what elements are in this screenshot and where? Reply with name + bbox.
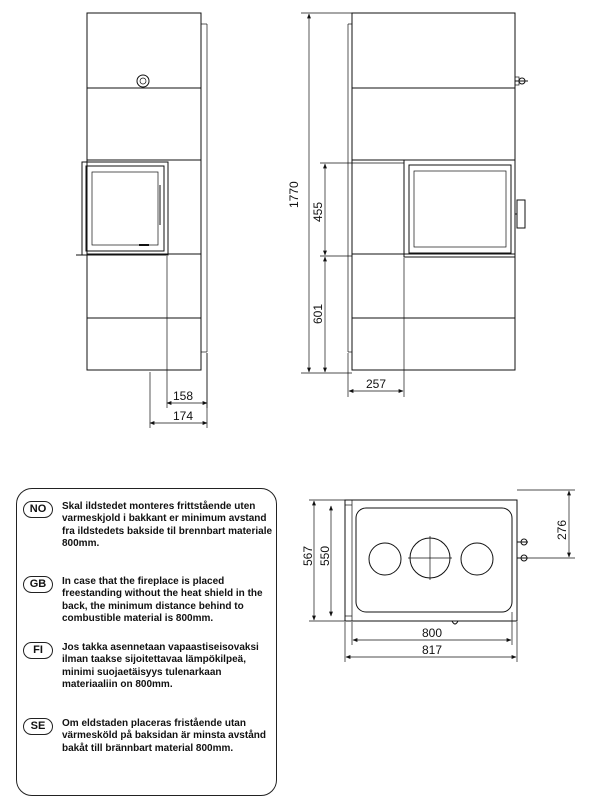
dim-276: 276 [555, 519, 569, 540]
dim-817: 817 [422, 643, 443, 657]
lang-badge-se: SE [23, 718, 53, 735]
lang-badge-fi: FI [23, 642, 53, 659]
side-view [348, 13, 528, 370]
control-knob [137, 75, 149, 87]
side-door [404, 160, 515, 257]
front-door [76, 162, 168, 255]
lang-badge-gb: GB [23, 576, 53, 593]
dim-800: 800 [422, 626, 443, 640]
installation-notes-box [16, 488, 277, 796]
top-view [345, 500, 528, 624]
note-text-se: Om eldstaden placeras fristående utan värmesköld på baksidan är minsta avstånd bakåt till brännbart material 800mm. [62, 718, 266, 754]
dim-455: 455 [311, 201, 325, 222]
dim-257: 257 [366, 377, 387, 391]
dim-601: 601 [311, 303, 325, 324]
lang-badge-no: NO [23, 501, 53, 518]
dim-174: 174 [173, 409, 194, 423]
note-text-gb: In case that the fireplace is placed freestanding without the heat shield in the back, the minimum distance behind to combustible material is 800mm. [62, 576, 263, 625]
door-handle [517, 200, 525, 228]
note-text-fi: Jos takka asennetaan vapaastiseisovaksi ilman taakse sijoitettavaa lämpökilpeä, minimi suojaetäisyys tulenarkaan materiaaliin on 800mm. [62, 642, 259, 691]
hole-left [369, 543, 401, 575]
dim-567: 567 [301, 545, 315, 566]
hole-right [461, 543, 493, 575]
side-dimensions [287, 13, 404, 397]
dim-158: 158 [173, 389, 194, 403]
dim-1770: 1770 [287, 181, 301, 208]
note-text-no: Skal ildstedet monteres frittstående uten varmeskjold i bakkant er minimum avstand fra ildstedets bakside til brennbart materiale 800mm. [62, 501, 273, 550]
dim-550: 550 [318, 545, 332, 566]
front-view [76, 13, 207, 428]
